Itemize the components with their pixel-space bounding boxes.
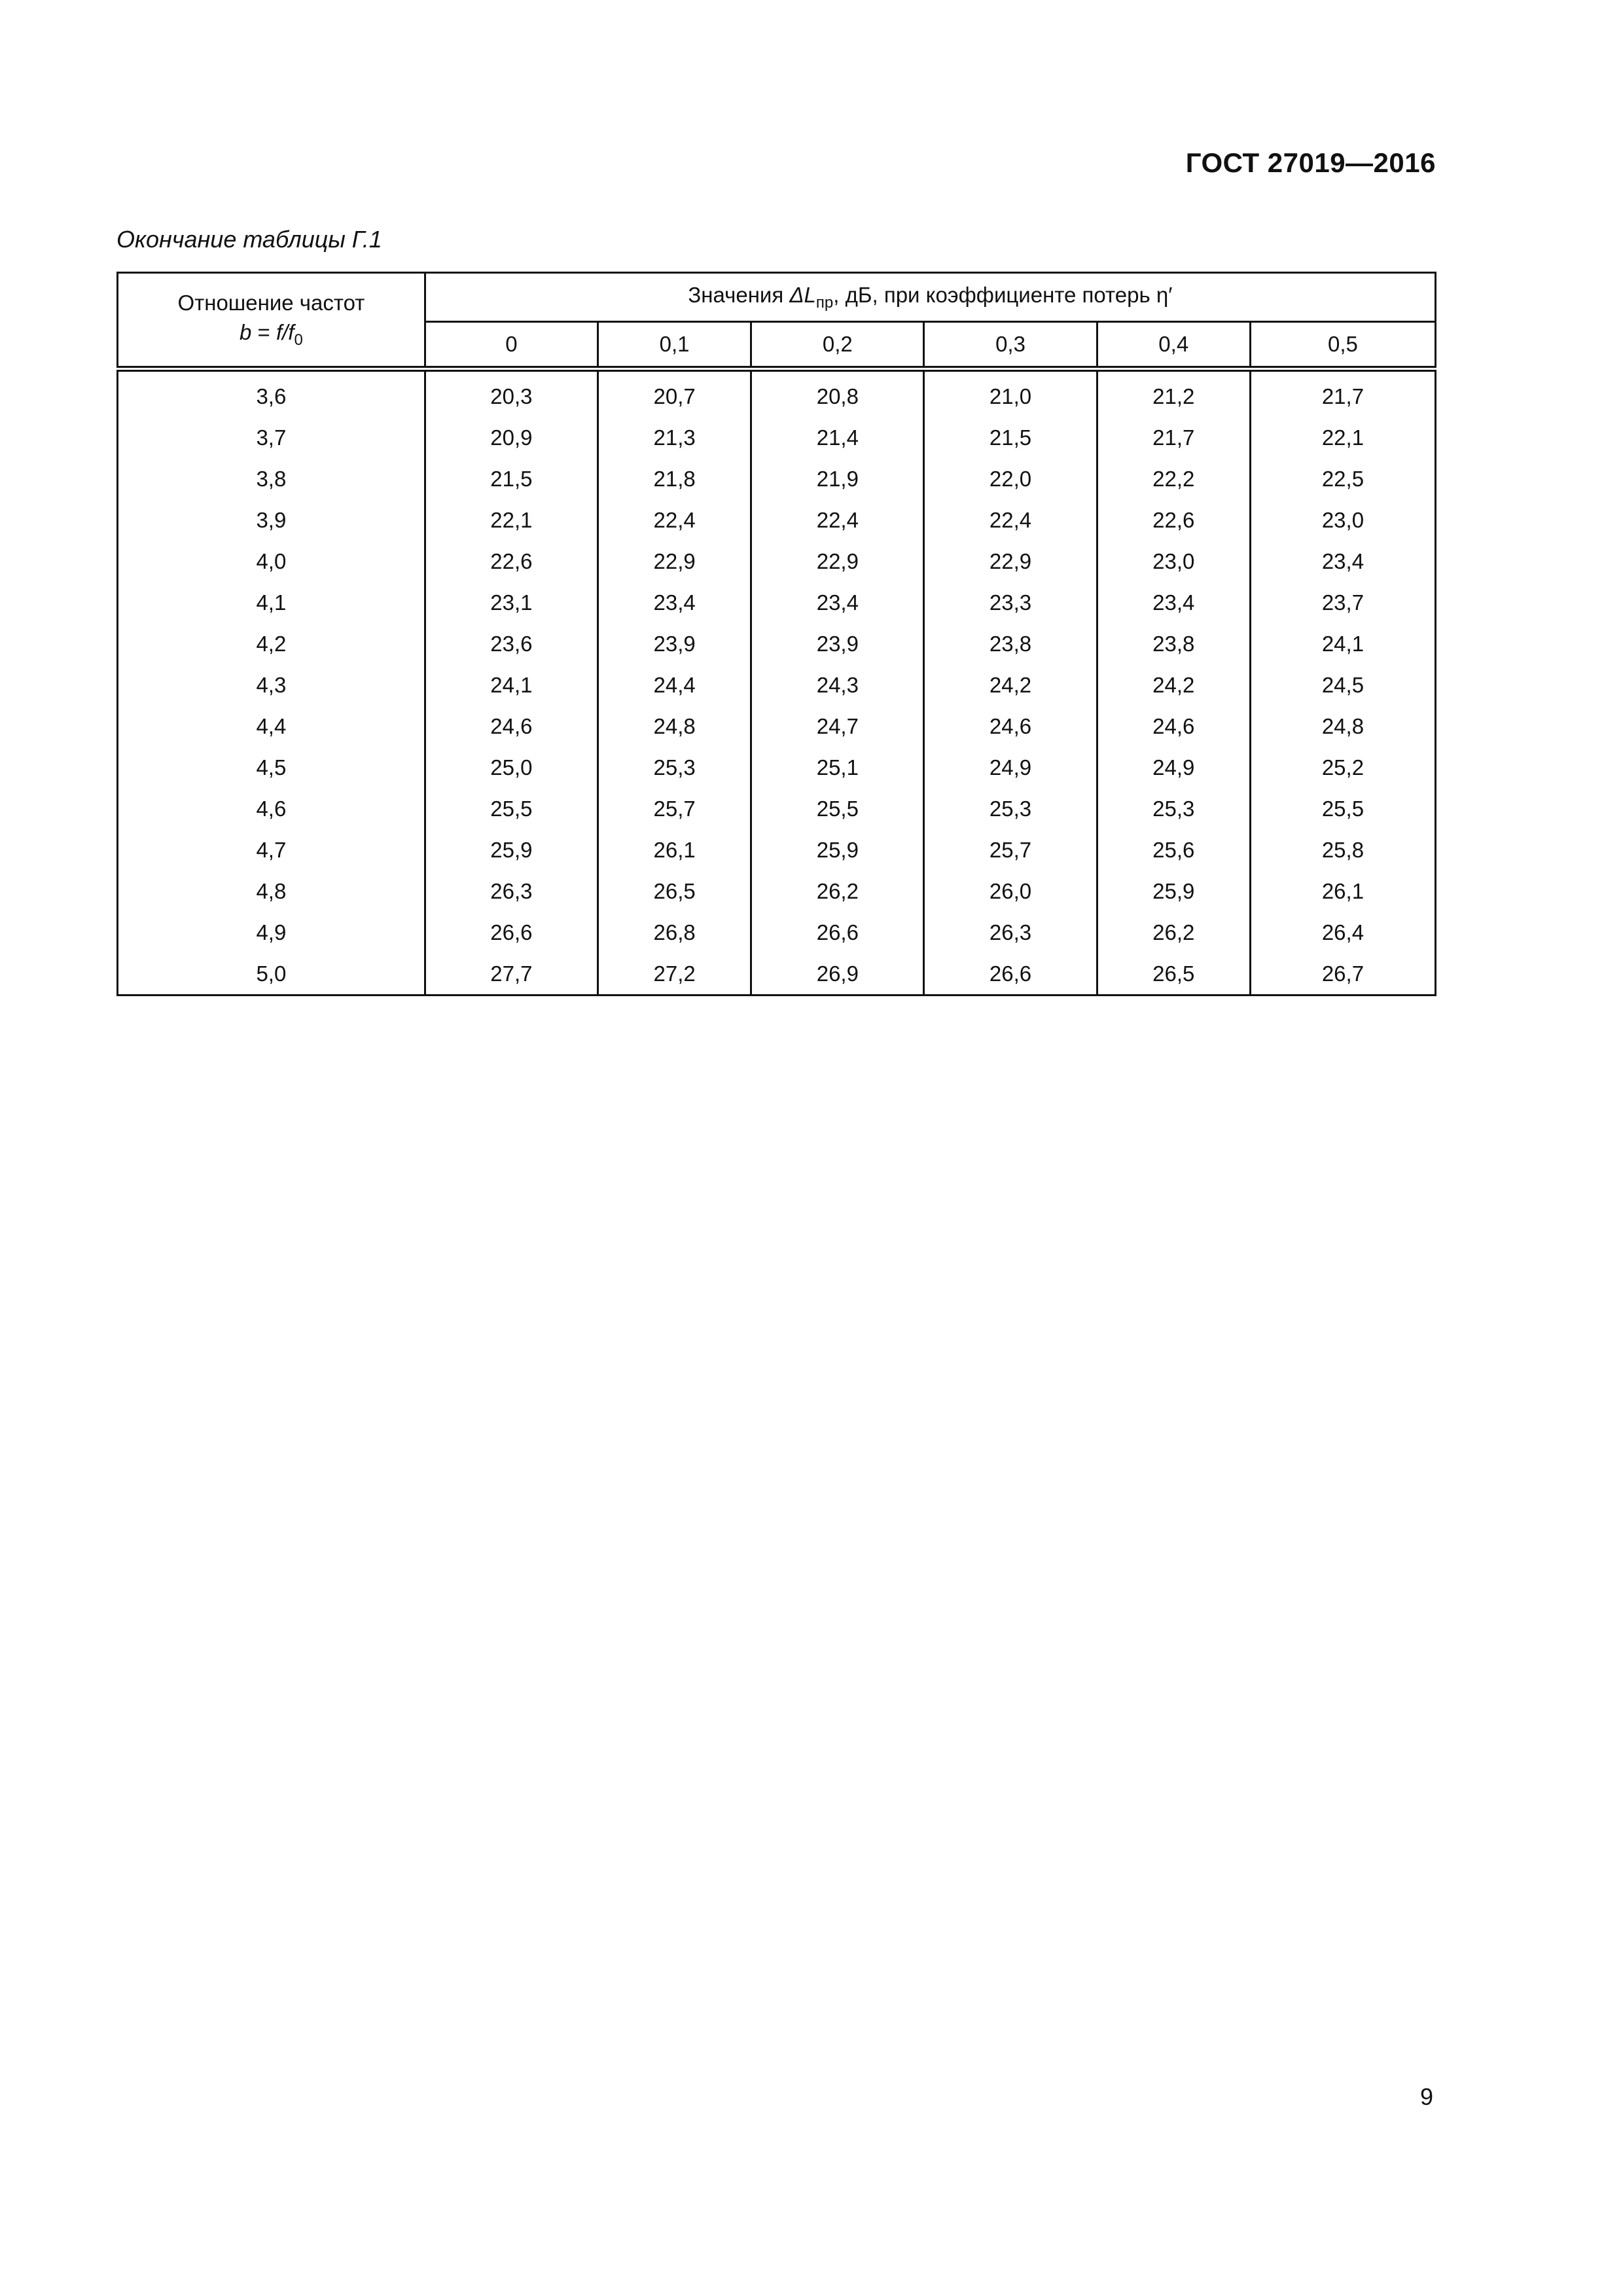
table-row [118, 912, 1436, 953]
document-code: ГОСТ 27019—2016 [1185, 147, 1436, 178]
value-cell: 20,9 [425, 417, 597, 458]
ratio-cell: 4,2 [118, 623, 425, 664]
value-cell: 24,8 [1250, 706, 1435, 747]
ratio-column-header [118, 273, 425, 369]
value-cell: 24,4 [597, 664, 751, 706]
value-cell: 25,2 [1250, 747, 1435, 788]
value-cell: 23,8 [1097, 623, 1250, 664]
value-cell: 24,3 [751, 664, 924, 706]
table-row [118, 870, 1436, 912]
value-cell: 25,1 [751, 747, 924, 788]
table-row [118, 499, 1436, 541]
table-row [118, 458, 1436, 499]
data-table [116, 272, 1436, 996]
table-caption: Окончание таблицы Г.1 [116, 226, 382, 253]
ratio-cell: 4,9 [118, 912, 425, 953]
value-cell: 23,7 [1250, 582, 1435, 623]
value-cell: 26,5 [597, 870, 751, 912]
value-cell: 23,9 [751, 623, 924, 664]
value-cell: 21,7 [1250, 369, 1435, 418]
value-cell: 26,6 [924, 953, 1097, 996]
value-cell: 22,9 [597, 541, 751, 582]
value-cell: 25,7 [597, 788, 751, 829]
value-cell: 21,0 [924, 369, 1097, 418]
ratio-cell: 4,0 [118, 541, 425, 582]
column-header: 0,4 [1097, 322, 1250, 369]
column-header: 0 [425, 322, 597, 369]
value-cell: 21,3 [597, 417, 751, 458]
value-cell: 24,7 [751, 706, 924, 747]
table-row [118, 953, 1436, 996]
value-cell: 25,9 [1097, 870, 1250, 912]
value-cell: 25,3 [597, 747, 751, 788]
value-cell: 24,1 [425, 664, 597, 706]
value-cell: 25,5 [1250, 788, 1435, 829]
column-header: 0,1 [597, 322, 751, 369]
table-row [118, 623, 1436, 664]
values-group-header [425, 273, 1435, 322]
value-cell: 26,6 [425, 912, 597, 953]
table-row [118, 788, 1436, 829]
value-cell: 21,5 [425, 458, 597, 499]
value-cell: 22,2 [1097, 458, 1250, 499]
value-cell: 22,6 [1097, 499, 1250, 541]
value-cell: 25,9 [425, 829, 597, 870]
value-cell: 26,6 [751, 912, 924, 953]
value-cell: 25,3 [1097, 788, 1250, 829]
value-cell: 25,9 [751, 829, 924, 870]
value-cell: 27,7 [425, 953, 597, 996]
value-cell: 22,4 [924, 499, 1097, 541]
value-cell: 26,3 [924, 912, 1097, 953]
ratio-cell: 3,9 [118, 499, 425, 541]
table-row [118, 417, 1436, 458]
value-cell: 23,4 [751, 582, 924, 623]
value-cell: 22,6 [425, 541, 597, 582]
value-cell: 23,0 [1250, 499, 1435, 541]
table-row [118, 664, 1436, 706]
value-cell: 21,8 [597, 458, 751, 499]
value-cell: 26,8 [597, 912, 751, 953]
value-cell: 23,3 [924, 582, 1097, 623]
value-cell: 26,2 [1097, 912, 1250, 953]
values-header-delta: ΔL [789, 282, 816, 307]
value-cell: 26,3 [425, 870, 597, 912]
value-cell: 25,0 [425, 747, 597, 788]
value-cell: 24,9 [1097, 747, 1250, 788]
value-cell: 23,4 [1097, 582, 1250, 623]
value-cell: 22,4 [597, 499, 751, 541]
value-cell: 26,1 [597, 829, 751, 870]
values-header-eta: η′ [1156, 282, 1173, 307]
value-cell: 27,2 [597, 953, 751, 996]
table-body [118, 369, 1436, 996]
value-cell: 26,4 [1250, 912, 1435, 953]
value-cell: 21,9 [751, 458, 924, 499]
value-cell: 22,0 [924, 458, 1097, 499]
value-cell: 23,6 [425, 623, 597, 664]
value-cell: 20,8 [751, 369, 924, 418]
value-cell: 21,5 [924, 417, 1097, 458]
ratio-cell: 4,5 [118, 747, 425, 788]
value-cell: 24,9 [924, 747, 1097, 788]
column-header: 0,2 [751, 322, 924, 369]
table-row [118, 369, 1436, 418]
ratio-cell: 4,1 [118, 582, 425, 623]
value-cell: 25,7 [924, 829, 1097, 870]
ratio-cell: 5,0 [118, 953, 425, 996]
column-header: 0,3 [924, 322, 1097, 369]
value-cell: 24,8 [597, 706, 751, 747]
ratio-cell: 4,4 [118, 706, 425, 747]
ratio-header-b: b [239, 319, 252, 344]
ratio-cell: 4,8 [118, 870, 425, 912]
table-row [118, 706, 1436, 747]
table-row [118, 747, 1436, 788]
value-cell: 24,6 [1097, 706, 1250, 747]
value-cell: 20,7 [597, 369, 751, 418]
value-cell: 25,5 [425, 788, 597, 829]
values-header-pre: Значения [688, 282, 790, 307]
value-cell: 20,3 [425, 369, 597, 418]
value-cell: 21,2 [1097, 369, 1250, 418]
value-cell: 24,1 [1250, 623, 1435, 664]
value-cell: 26,7 [1250, 953, 1435, 996]
value-cell: 22,9 [751, 541, 924, 582]
value-cell: 25,3 [924, 788, 1097, 829]
value-cell: 25,8 [1250, 829, 1435, 870]
ratio-cell: 3,6 [118, 369, 425, 418]
value-cell: 24,2 [924, 664, 1097, 706]
ratio-header-line1: Отношение частот [177, 291, 365, 315]
table-row [118, 541, 1436, 582]
value-cell: 23,1 [425, 582, 597, 623]
ratio-cell: 4,3 [118, 664, 425, 706]
value-cell: 26,2 [751, 870, 924, 912]
value-cell: 21,4 [751, 417, 924, 458]
ratio-header-eq: = [251, 319, 276, 344]
value-cell: 26,1 [1250, 870, 1435, 912]
values-header-post: , дБ, при коэффициенте потерь [833, 282, 1156, 307]
value-cell: 25,6 [1097, 829, 1250, 870]
value-cell: 22,1 [425, 499, 597, 541]
value-cell: 21,7 [1097, 417, 1250, 458]
column-header: 0,5 [1250, 322, 1435, 369]
value-cell: 24,2 [1097, 664, 1250, 706]
table-row [118, 582, 1436, 623]
value-cell: 24,6 [924, 706, 1097, 747]
value-cell: 22,1 [1250, 417, 1435, 458]
value-cell: 26,0 [924, 870, 1097, 912]
value-cell: 23,4 [1250, 541, 1435, 582]
value-cell: 23,9 [597, 623, 751, 664]
value-cell: 26,9 [751, 953, 924, 996]
page-number: 9 [1419, 2083, 1433, 2110]
ratio-header-f: f/f [276, 319, 294, 344]
ratio-cell: 3,8 [118, 458, 425, 499]
values-header-sub: пр [815, 293, 834, 312]
value-cell: 23,0 [1097, 541, 1250, 582]
ratio-cell: 4,6 [118, 788, 425, 829]
value-cell: 24,5 [1250, 664, 1435, 706]
ratio-header-sub: 0 [294, 331, 303, 349]
ratio-cell: 4,7 [118, 829, 425, 870]
value-cell: 26,5 [1097, 953, 1250, 996]
value-cell: 22,4 [751, 499, 924, 541]
value-cell: 25,5 [751, 788, 924, 829]
value-cell: 24,6 [425, 706, 597, 747]
ratio-cell: 3,7 [118, 417, 425, 458]
table-row [118, 829, 1436, 870]
value-cell: 22,5 [1250, 458, 1435, 499]
value-cell: 22,9 [924, 541, 1097, 582]
value-cell: 23,4 [597, 582, 751, 623]
value-cell: 23,8 [924, 623, 1097, 664]
